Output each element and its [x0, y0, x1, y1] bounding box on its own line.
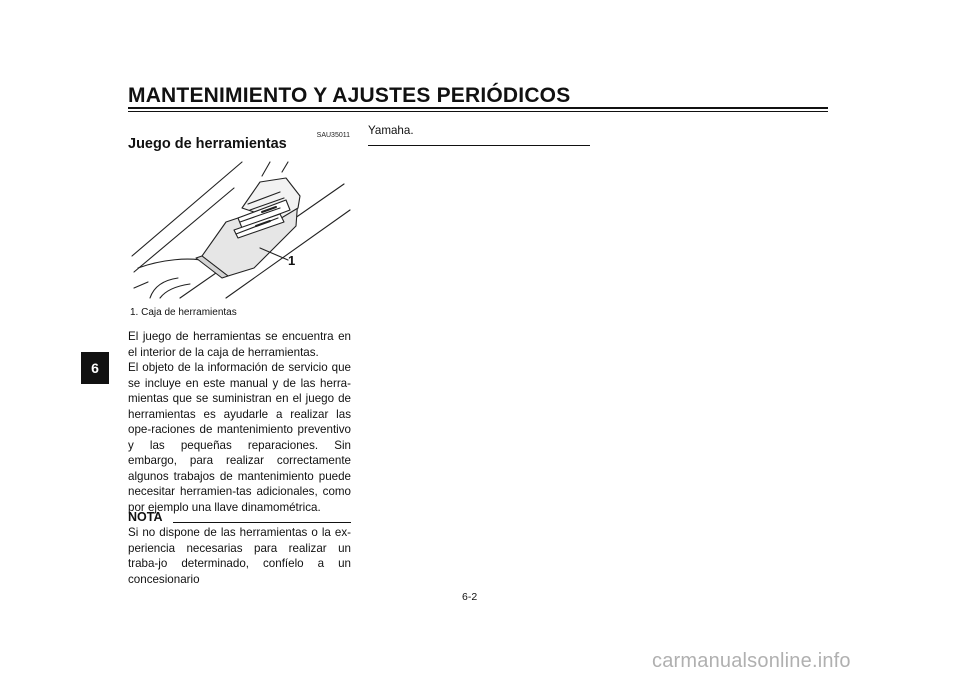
page-title: MANTENIMIENTO Y AJUSTES PERIÓDICOS — [128, 84, 571, 107]
section-heading: Juego de herramientas — [128, 136, 287, 152]
body-text — [128, 329, 351, 515]
nota-text: Si no dispone de las herramientas o la ex-periencia necesarias para realizar un traba-jo determinado, confíelo a un concesionario — [128, 526, 351, 586]
watermark: carmanualsonline.info — [652, 650, 851, 672]
title-rule — [128, 107, 828, 109]
nota-rule — [173, 522, 351, 523]
toolkit-illustration — [130, 160, 352, 300]
section-code: SAU35011 — [316, 132, 350, 139]
page-number: 6-2 — [462, 591, 478, 603]
figure-callout-1: 1 — [288, 253, 296, 268]
column2-rule — [368, 145, 590, 146]
figure-caption: 1. Caja de herramientas — [130, 307, 237, 318]
nota-label: NOTA — [128, 510, 163, 524]
body-paragraph: El objeto de la información de servicio que se incluye en este manual y de las herra-mientas que se suministran en el juego de herramientas es ayudarle a realizar las ope-raciones de mantenimiento preventivo y las pequeñas reparaciones. Sin embargo, para realizar correctamente algunos trabajos de mantenimiento puede necesitar herramien-tas adicionales, como por ejemplo una llave dinamométrica. — [128, 361, 351, 514]
body-paragraph: El juego de herramientas se encuentra en el interior de la caja de herramientas. — [128, 330, 351, 359]
column2-text: Yamaha. — [368, 124, 414, 137]
title-rule-thin — [128, 111, 828, 112]
chapter-tab: 6 — [81, 352, 109, 384]
